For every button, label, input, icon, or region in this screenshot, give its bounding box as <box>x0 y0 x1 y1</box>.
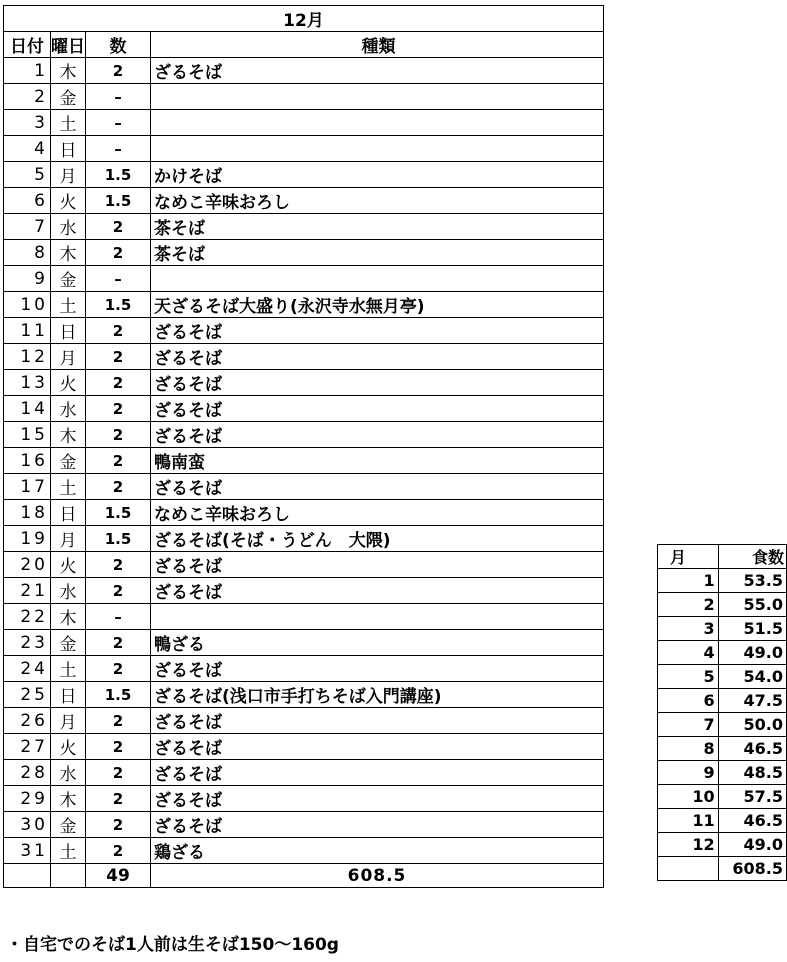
weekday-cell: 月 <box>51 162 86 188</box>
kind-cell: ざるそば <box>151 578 604 604</box>
monthly-header-meals: 食数 <box>718 545 786 569</box>
kind-cell: 鴨ざる <box>151 630 604 656</box>
day-cell: 10 <box>4 292 51 318</box>
table-row <box>4 526 604 552</box>
table-row <box>4 474 604 500</box>
table-row <box>4 396 604 422</box>
weekday-cell: 水 <box>51 578 86 604</box>
day-cell: 18 <box>4 500 51 526</box>
meal-count-cell: 57.5 <box>718 785 786 809</box>
count-cell: 1.5 <box>86 526 151 552</box>
monthly-row <box>658 809 787 833</box>
monthly-row <box>658 641 787 665</box>
kind-cell <box>151 604 604 630</box>
day-cell: 21 <box>4 578 51 604</box>
header-kind: 種類 <box>151 32 604 58</box>
monthly-row <box>658 665 787 689</box>
monthly-header-row <box>658 545 787 569</box>
meal-count-cell: 55.0 <box>718 593 786 617</box>
month-number-cell: 9 <box>658 761 719 785</box>
count-cell: 1.5 <box>86 682 151 708</box>
weekday-cell: 水 <box>51 396 86 422</box>
day-cell: 11 <box>4 318 51 344</box>
month-number-cell: 1 <box>658 569 719 593</box>
day-cell: 3 <box>4 110 51 136</box>
day-cell: 30 <box>4 812 51 838</box>
header-date: 日付 <box>4 32 51 58</box>
kind-cell: ざるそば <box>151 786 604 812</box>
total-empty-weekday <box>51 864 86 888</box>
table-row <box>4 58 604 84</box>
table-row <box>4 162 604 188</box>
kind-cell: かけそば <box>151 162 604 188</box>
weekday-cell: 日 <box>51 136 86 162</box>
meal-count-cell: 46.5 <box>718 809 786 833</box>
kind-cell: ざるそば <box>151 474 604 500</box>
count-cell: – <box>86 604 151 630</box>
day-cell: 27 <box>4 734 51 760</box>
month-number-cell: 4 <box>658 641 719 665</box>
weekday-cell: 日 <box>51 500 86 526</box>
count-cell: 2 <box>86 240 151 266</box>
meal-count-cell: 54.0 <box>718 665 786 689</box>
header-count: 数 <box>86 32 151 58</box>
count-cell: 2 <box>86 214 151 240</box>
month-number-cell: 11 <box>658 809 719 833</box>
day-cell: 19 <box>4 526 51 552</box>
day-cell: 14 <box>4 396 51 422</box>
day-cell: 6 <box>4 188 51 214</box>
monthly-total-row <box>658 857 787 881</box>
count-cell: 2 <box>86 708 151 734</box>
weekday-cell: 金 <box>51 448 86 474</box>
table-row <box>4 734 604 760</box>
table-row <box>4 552 604 578</box>
kind-cell: 茶そば <box>151 214 604 240</box>
kind-cell: 鴨南蛮 <box>151 448 604 474</box>
table-row <box>4 214 604 240</box>
weekday-cell: 日 <box>51 318 86 344</box>
weekday-cell: 木 <box>51 786 86 812</box>
weekday-cell: 土 <box>51 474 86 500</box>
month-number-cell: 7 <box>658 713 719 737</box>
kind-cell: ざるそば <box>151 812 604 838</box>
day-cell: 7 <box>4 214 51 240</box>
table-row <box>4 578 604 604</box>
weekday-cell: 水 <box>51 760 86 786</box>
kind-cell: ざるそば <box>151 344 604 370</box>
weekday-cell: 金 <box>51 266 86 292</box>
count-cell: 2 <box>86 838 151 864</box>
count-cell: – <box>86 266 151 292</box>
day-cell: 28 <box>4 760 51 786</box>
table-row <box>4 838 604 864</box>
table-row <box>4 240 604 266</box>
table-row <box>4 422 604 448</box>
kind-cell: ざるそば(そば・うどん 大隈) <box>151 526 604 552</box>
monthly-total-value: 608.5 <box>718 857 786 881</box>
weekday-cell: 金 <box>51 630 86 656</box>
weekday-cell: 土 <box>51 110 86 136</box>
day-cell: 9 <box>4 266 51 292</box>
table-row <box>4 136 604 162</box>
monthly-row <box>658 617 787 641</box>
monthly-row <box>658 713 787 737</box>
meal-count-cell: 47.5 <box>718 689 786 713</box>
meal-count-cell: 48.5 <box>718 761 786 785</box>
count-cell: 2 <box>86 344 151 370</box>
day-cell: 12 <box>4 344 51 370</box>
weekday-cell: 月 <box>51 344 86 370</box>
kind-cell: ざるそば <box>151 370 604 396</box>
kind-cell: ざるそば <box>151 734 604 760</box>
table-row <box>4 110 604 136</box>
month-title: 12月 <box>4 6 604 32</box>
header-row <box>4 32 604 58</box>
weekday-cell: 月 <box>51 708 86 734</box>
day-cell: 8 <box>4 240 51 266</box>
meal-count-cell: 46.5 <box>718 737 786 761</box>
table-row <box>4 812 604 838</box>
table-row <box>4 188 604 214</box>
kind-cell <box>151 266 604 292</box>
weekday-cell: 金 <box>51 812 86 838</box>
december-log-table <box>3 5 604 888</box>
kind-cell: なめこ辛味おろし <box>151 188 604 214</box>
month-number-cell: 10 <box>658 785 719 809</box>
monthly-row <box>658 785 787 809</box>
count-cell: 2 <box>86 812 151 838</box>
weekday-cell: 日 <box>51 682 86 708</box>
weekday-cell: 木 <box>51 58 86 84</box>
meal-count-cell: 53.5 <box>718 569 786 593</box>
day-cell: 15 <box>4 422 51 448</box>
total-count: 49 <box>86 864 151 888</box>
monthly-row <box>658 737 787 761</box>
monthly-row <box>658 761 787 785</box>
kind-cell: 茶そば <box>151 240 604 266</box>
table-row <box>4 318 604 344</box>
day-cell: 25 <box>4 682 51 708</box>
total-sum: 608.5 <box>151 864 604 888</box>
weekday-cell: 土 <box>51 292 86 318</box>
count-cell: – <box>86 136 151 162</box>
count-cell: 2 <box>86 630 151 656</box>
table-row <box>4 682 604 708</box>
kind-cell <box>151 136 604 162</box>
kind-cell: 鶏ざる <box>151 838 604 864</box>
meal-count-cell: 49.0 <box>718 641 786 665</box>
day-cell: 1 <box>4 58 51 84</box>
kind-cell: ざるそば <box>151 760 604 786</box>
kind-cell: ざるそば(浅口市手打ちそば入門講座) <box>151 682 604 708</box>
weekday-cell: 月 <box>51 526 86 552</box>
month-number-cell: 8 <box>658 737 719 761</box>
weekday-cell: 火 <box>51 734 86 760</box>
weekday-cell: 火 <box>51 552 86 578</box>
table-row <box>4 630 604 656</box>
count-cell: 2 <box>86 58 151 84</box>
day-cell: 4 <box>4 136 51 162</box>
meal-count-cell: 50.0 <box>718 713 786 737</box>
meal-count-cell: 49.0 <box>718 833 786 857</box>
table-row <box>4 370 604 396</box>
monthly-row <box>658 689 787 713</box>
day-cell: 22 <box>4 604 51 630</box>
kind-cell: ざるそば <box>151 58 604 84</box>
header-weekday: 曜日 <box>51 32 86 58</box>
weekday-cell: 木 <box>51 422 86 448</box>
month-number-cell: 5 <box>658 665 719 689</box>
table-row <box>4 500 604 526</box>
weekday-cell: 土 <box>51 656 86 682</box>
count-cell: 1.5 <box>86 500 151 526</box>
table-row <box>4 760 604 786</box>
weekday-cell: 木 <box>51 604 86 630</box>
count-cell: 2 <box>86 552 151 578</box>
monthly-row <box>658 593 787 617</box>
count-cell: 2 <box>86 786 151 812</box>
monthly-total-empty <box>658 857 719 881</box>
kind-cell: ざるそば <box>151 656 604 682</box>
monthly-row <box>658 833 787 857</box>
count-cell: 2 <box>86 370 151 396</box>
kind-cell: ざるそば <box>151 318 604 344</box>
day-cell: 29 <box>4 786 51 812</box>
day-cell: 26 <box>4 708 51 734</box>
count-cell: 1.5 <box>86 292 151 318</box>
weekday-cell: 水 <box>51 214 86 240</box>
count-cell: 2 <box>86 656 151 682</box>
table-row <box>4 84 604 110</box>
kind-cell <box>151 84 604 110</box>
table-row <box>4 708 604 734</box>
meal-count-cell: 51.5 <box>718 617 786 641</box>
count-cell: 2 <box>86 578 151 604</box>
kind-cell: 天ざるそば大盛り(永沢寺水無月亭) <box>151 292 604 318</box>
count-cell: 1.5 <box>86 188 151 214</box>
kind-cell: ざるそば <box>151 396 604 422</box>
monthly-header-month: 月 <box>658 545 719 569</box>
monthly-summary-table <box>657 544 787 881</box>
weekday-cell: 木 <box>51 240 86 266</box>
day-cell: 16 <box>4 448 51 474</box>
table-row <box>4 656 604 682</box>
total-empty-day <box>4 864 51 888</box>
table-row <box>4 266 604 292</box>
day-cell: 24 <box>4 656 51 682</box>
title-row <box>4 6 604 32</box>
weekday-cell: 金 <box>51 84 86 110</box>
day-cell: 23 <box>4 630 51 656</box>
count-cell: 2 <box>86 448 151 474</box>
footnote: ・自宅でのそば1人前は生そば150〜160g <box>6 935 339 955</box>
day-cell: 13 <box>4 370 51 396</box>
day-cell: 5 <box>4 162 51 188</box>
kind-cell: なめこ辛味おろし <box>151 500 604 526</box>
count-cell: 1.5 <box>86 162 151 188</box>
table-row <box>4 604 604 630</box>
weekday-cell: 火 <box>51 188 86 214</box>
kind-cell: ざるそば <box>151 552 604 578</box>
kind-cell <box>151 110 604 136</box>
table-row <box>4 292 604 318</box>
month-number-cell: 3 <box>658 617 719 641</box>
kind-cell: ざるそば <box>151 422 604 448</box>
count-cell: 2 <box>86 734 151 760</box>
total-row <box>4 864 604 888</box>
count-cell: – <box>86 110 151 136</box>
count-cell: 2 <box>86 396 151 422</box>
count-cell: 2 <box>86 318 151 344</box>
count-cell: 2 <box>86 422 151 448</box>
day-cell: 31 <box>4 838 51 864</box>
day-cell: 20 <box>4 552 51 578</box>
day-cell: 17 <box>4 474 51 500</box>
kind-cell: ざるそば <box>151 708 604 734</box>
month-number-cell: 2 <box>658 593 719 617</box>
weekday-cell: 土 <box>51 838 86 864</box>
monthly-row <box>658 569 787 593</box>
count-cell: – <box>86 84 151 110</box>
table-row <box>4 448 604 474</box>
weekday-cell: 火 <box>51 370 86 396</box>
count-cell: 2 <box>86 474 151 500</box>
count-cell: 2 <box>86 760 151 786</box>
month-number-cell: 12 <box>658 833 719 857</box>
month-number-cell: 6 <box>658 689 719 713</box>
table-row <box>4 344 604 370</box>
table-row <box>4 786 604 812</box>
day-cell: 2 <box>4 84 51 110</box>
